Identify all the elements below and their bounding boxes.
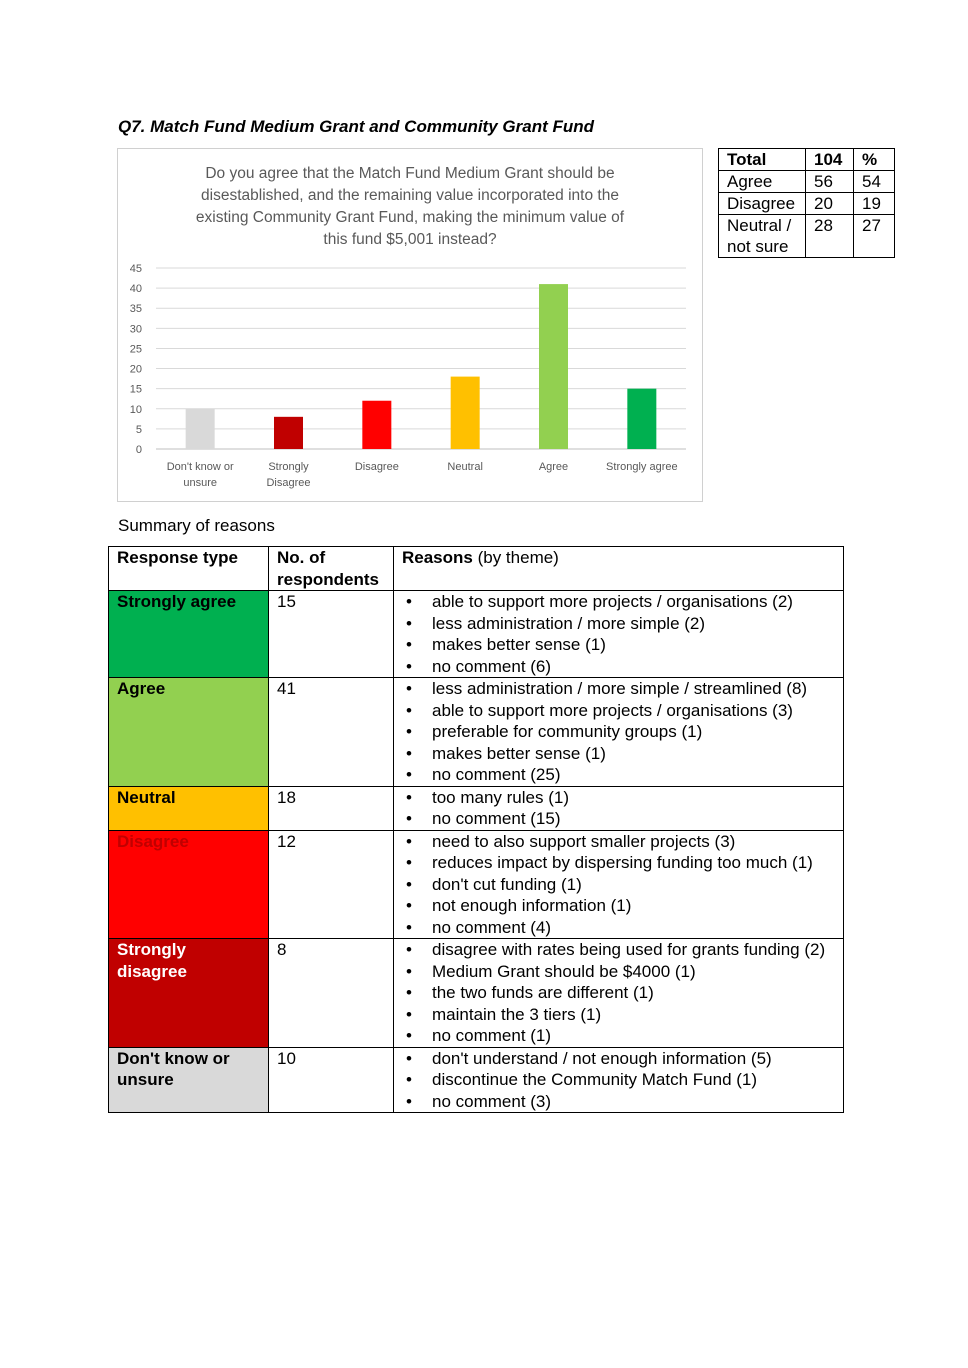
reason-item: • the two funds are different (1) xyxy=(416,982,835,1004)
response-type-cell: Neutral xyxy=(109,786,269,830)
reason-item: • makes better sense (1) xyxy=(416,634,835,656)
reason-item: • no comment (6) xyxy=(416,656,835,678)
reason-item: • reduces impact by dispersing funding too much (1) xyxy=(416,852,835,874)
reasons-cell xyxy=(394,1047,844,1113)
question-heading: Q7. Match Fund Medium Grant and Community Grant Fund xyxy=(118,117,594,136)
reason-item: • no comment (4) xyxy=(416,917,835,939)
reasons-list xyxy=(402,678,835,786)
respondent-count-cell: 15 xyxy=(269,591,394,678)
x-tick-label: Neutral xyxy=(447,461,483,473)
reasons-list xyxy=(402,939,835,1047)
bar xyxy=(627,389,656,449)
reason-item: • no comment (25) xyxy=(416,764,835,786)
y-tick-label: 35 xyxy=(129,303,142,316)
y-tick-label: 45 xyxy=(129,263,142,275)
x-tick-label: Strongly agree xyxy=(606,461,678,473)
header-reasons-label: Reasons xyxy=(402,548,473,567)
header-response-type: Response type xyxy=(109,547,269,591)
bar xyxy=(362,401,391,449)
reason-item: • too many rules (1) xyxy=(416,787,835,809)
totals-row-label: Agree xyxy=(719,171,806,193)
totals-row-label: Neutral / not sure xyxy=(719,215,806,258)
response-type-cell: Strongly disagree xyxy=(109,939,269,1048)
y-tick-label: 0 xyxy=(135,444,142,456)
reason-item: • need to also support smaller projects (3) xyxy=(416,831,835,853)
reason-item: • preferable for community groups (1) xyxy=(416,721,835,743)
reason-item: • don't understand / not enough information (5) xyxy=(416,1048,835,1070)
reasons-table xyxy=(108,546,844,1113)
reason-item: • makes better sense (1) xyxy=(416,743,835,765)
reasons-body xyxy=(109,591,844,1113)
chart-svg xyxy=(118,149,702,501)
response-type-cell: Agree xyxy=(109,678,269,787)
respondent-count-cell: 41 xyxy=(269,678,394,787)
respondent-count-cell: 8 xyxy=(269,939,394,1048)
response-type-cell: Don't know or unsure xyxy=(109,1047,269,1113)
reasons-row xyxy=(109,786,844,830)
reason-item: • don't cut funding (1) xyxy=(416,874,835,896)
reason-item: • not enough information (1) xyxy=(416,895,835,917)
chart-title-line: existing Community Grant Fund, making the minimum value of xyxy=(195,209,625,226)
reasons-list xyxy=(402,1048,835,1113)
reasons-list xyxy=(402,591,835,677)
reason-item: • able to support more projects / organisations (3) xyxy=(416,700,835,722)
respondent-count-cell: 18 xyxy=(269,786,394,830)
reasons-list xyxy=(402,787,835,830)
y-tick-label: 5 xyxy=(135,423,142,436)
totals-row xyxy=(719,193,895,215)
chart-title-line: this fund $5,001 instead? xyxy=(323,231,497,248)
x-tick-label: Disagree xyxy=(354,461,399,473)
response-type-cell: Strongly agree xyxy=(109,591,269,678)
x-tick-label: unsure xyxy=(183,477,217,489)
totals-row-count: 20 xyxy=(806,193,854,215)
reason-item: • less administration / more simple / streamlined (8) xyxy=(416,678,835,700)
totals-header-count: 104 xyxy=(806,149,854,171)
chart-title-line: disestablished, and the remaining value incorporated into the xyxy=(201,187,619,204)
bar-chart xyxy=(117,148,703,502)
chart-title-line: Do you agree that the Match Fund Medium Grant should be xyxy=(205,165,615,182)
header-respondents: No. of respondents xyxy=(269,547,394,591)
totals-row xyxy=(719,215,895,258)
bar xyxy=(186,409,215,449)
header-reasons-suffix: (by theme) xyxy=(472,548,559,567)
reasons-row xyxy=(109,830,844,939)
reason-item: • maintain the 3 tiers (1) xyxy=(416,1004,835,1026)
reason-item: • no comment (1) xyxy=(416,1025,835,1047)
totals-table xyxy=(718,148,895,258)
x-tick-label: Strongly xyxy=(268,461,309,473)
reason-item: • able to support more projects / organisations (2) xyxy=(416,591,835,613)
reasons-cell xyxy=(394,830,844,939)
bar xyxy=(539,284,568,449)
totals-row xyxy=(719,171,895,193)
totals-row-count: 56 xyxy=(806,171,854,193)
reason-item: • Medium Grant should be $4000 (1) xyxy=(416,961,835,983)
summary-label: Summary of reasons xyxy=(118,516,275,535)
respondent-count-cell: 10 xyxy=(269,1047,394,1113)
totals-header-row xyxy=(719,149,895,171)
totals-row-count: 28 xyxy=(806,215,854,258)
bar xyxy=(451,377,480,449)
response-type-cell: Disagree xyxy=(109,830,269,939)
totals-row-percent: 27 xyxy=(854,215,895,258)
y-tick-label: 30 xyxy=(129,323,142,336)
reasons-row xyxy=(109,1047,844,1113)
reasons-cell xyxy=(394,786,844,830)
reasons-row xyxy=(109,591,844,678)
reason-item: • no comment (3) xyxy=(416,1091,835,1113)
totals-row-percent: 54 xyxy=(854,171,895,193)
reasons-list xyxy=(402,831,835,939)
y-tick-label: 15 xyxy=(129,383,142,396)
reasons-row xyxy=(109,939,844,1048)
reason-item: • discontinue the Community Match Fund (1) xyxy=(416,1069,835,1091)
reasons-header-row xyxy=(109,547,844,591)
totals-row-label: Disagree xyxy=(719,193,806,215)
reasons-cell xyxy=(394,591,844,678)
y-tick-label: 10 xyxy=(129,403,142,416)
totals-header-label: Total xyxy=(719,149,806,171)
reason-item: • no comment (15) xyxy=(416,808,835,830)
y-tick-label: 20 xyxy=(129,363,142,376)
y-tick-label: 40 xyxy=(129,283,142,296)
x-tick-label: Don't know or xyxy=(166,461,234,473)
x-tick-label: Disagree xyxy=(266,477,311,489)
y-tick-label: 25 xyxy=(129,343,142,356)
header-reasons xyxy=(394,547,844,591)
reasons-cell xyxy=(394,678,844,787)
reason-item: • disagree with rates being used for grants funding (2) xyxy=(416,939,835,961)
reasons-row xyxy=(109,678,844,787)
totals-header-percent: % xyxy=(854,149,895,171)
respondent-count-cell: 12 xyxy=(269,830,394,939)
reason-item: • less administration / more simple (2) xyxy=(416,613,835,635)
bar xyxy=(274,417,303,449)
totals-row-percent: 19 xyxy=(854,193,895,215)
x-tick-label: Agree xyxy=(538,461,569,473)
reasons-cell xyxy=(394,939,844,1048)
